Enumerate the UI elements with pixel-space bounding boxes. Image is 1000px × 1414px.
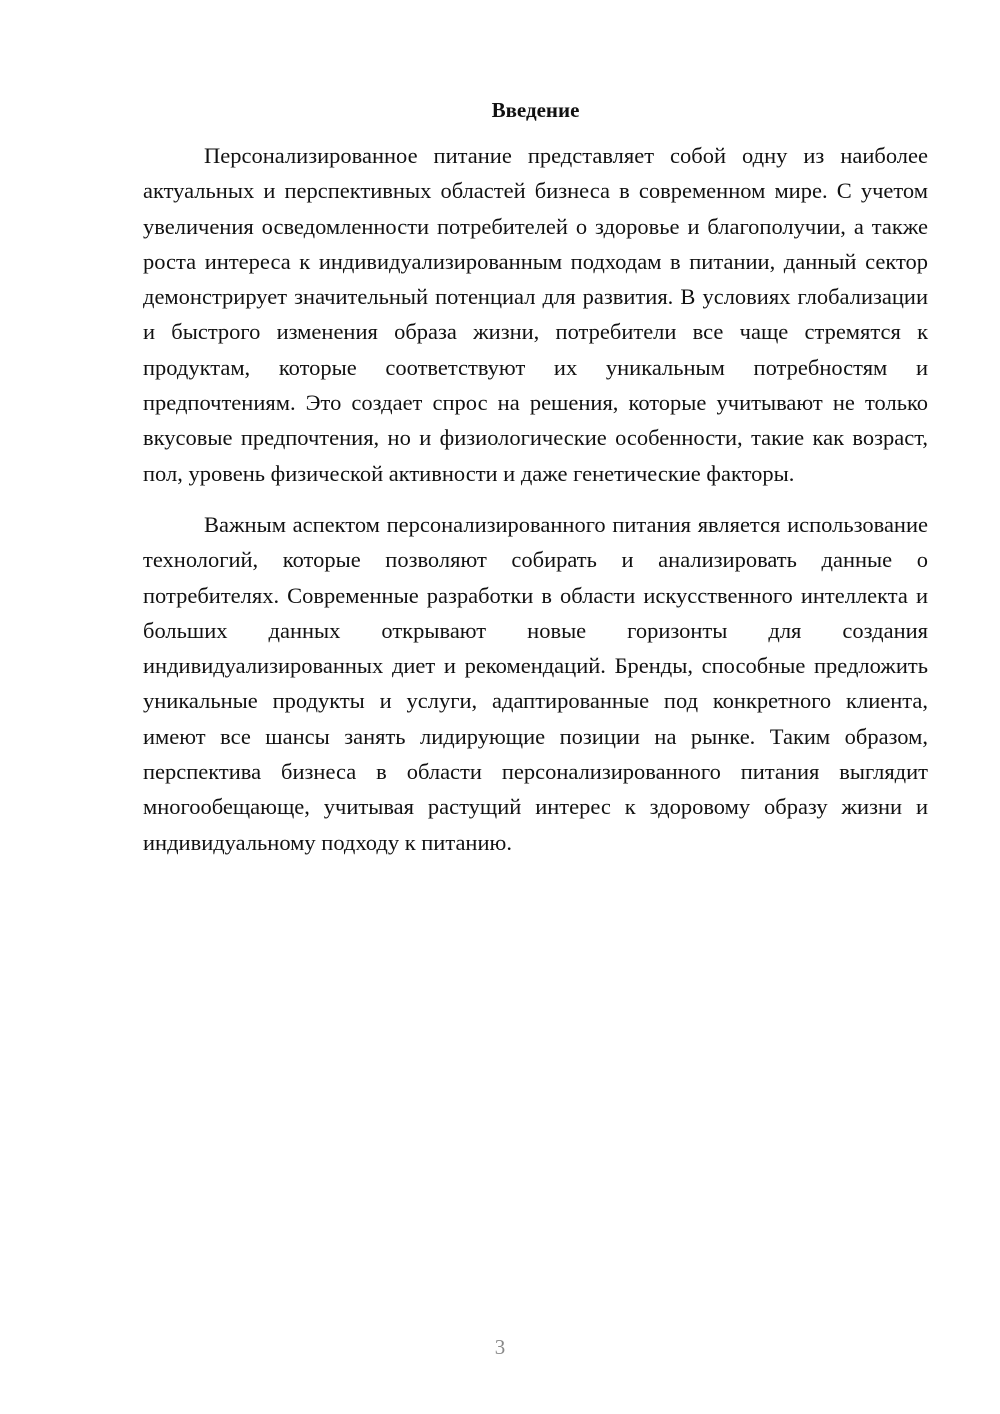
paragraph-2: Важным аспектом персонализированного питания является использование технологий, которые позволяют собирать и анализировать данные о потребителях. Современные разработки в области искусственного интеллекта и больших данных открывают новые горизонты для создания индивидуализированных диет и рекомендаций. Бренды, способные предложить уникальные продукты и услуги, адаптированные под конкретного клиента, имеют все шансы занять лидирующие позиции на рынке. Таким образом, перспектива бизнеса в области персонализированного питания выглядит многообещающе, учитывая растущий интерес к здоровому образу жизни и индивидуальному подходу к питанию. (143, 511, 928, 855)
page-number: 3 (494, 1335, 506, 1359)
section-heading: Введение (491, 98, 580, 122)
paragraph-1: Персонализированное питание представляет собой одну из наиболее актуальных и перспективных областей бизнеса в современном мире. С учетом увеличения осведомленности потребителей о здоровье и благополучии, а также роста интереса к индивидуализированным подходам в питании, данный сектор демонстрирует значительный потенциал для развития. В условиях глобализации и быстрого изменения образа жизни, потребители все чаще стремятся к продуктам, которые соответствуют их уникальным потребностям и предпочтениям. Это создает спрос на решения, которые учитывают не только вкусовые предпочтения, но и физиологические особенности, такие как возраст, пол, уровень физической активности и даже генетические факторы. (143, 143, 928, 486)
page-content (143, 95, 928, 860)
